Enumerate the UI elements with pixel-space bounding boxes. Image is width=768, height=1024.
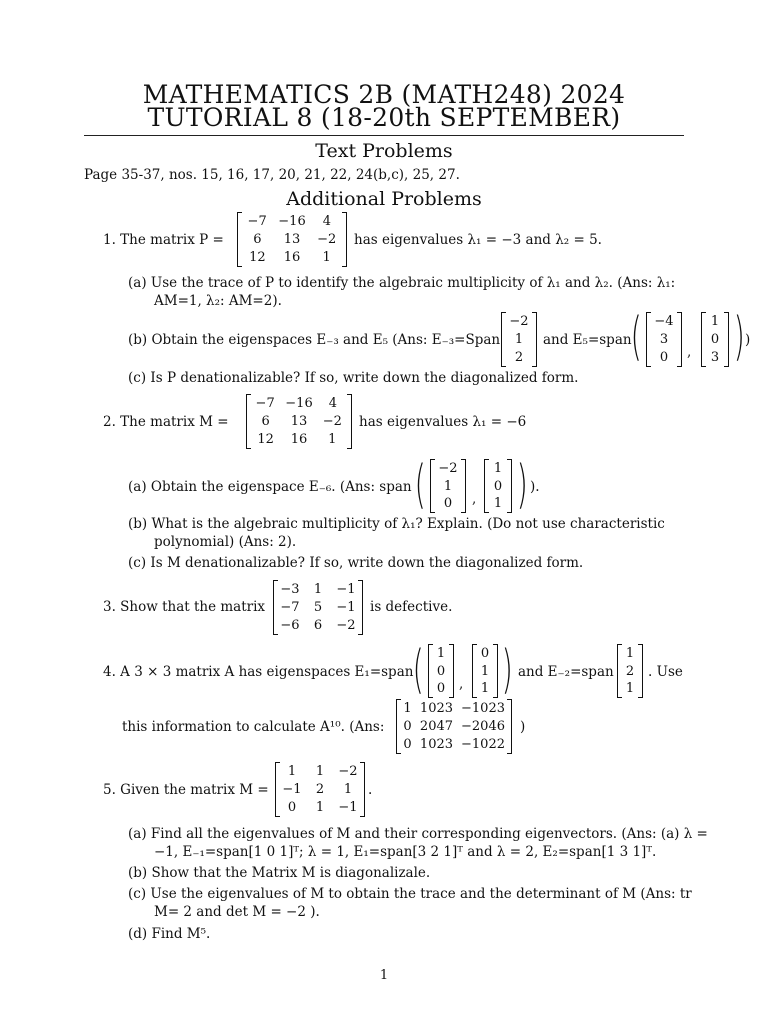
p1-b-pre: (b) Obtain the eigenspaces E₋₃ and E₅ (Ans: E₋₃=Span xyxy=(128,332,501,348)
p4-vector-1: 1 0 0 xyxy=(428,644,454,698)
p1-b-end: ) xyxy=(745,332,751,348)
p5-after: . xyxy=(368,782,373,798)
p1-a-line2: AM=1, λ₂: AM=2). xyxy=(154,293,282,309)
p1-b-comma: , xyxy=(687,344,692,360)
p2-a-comma: , xyxy=(472,491,477,507)
p1-intro: 1. The matrix P = xyxy=(103,232,224,248)
p1-b-vector-2: −4 3 0 xyxy=(646,312,682,367)
p4-vector-2: 0 1 1 xyxy=(472,644,498,698)
p2-a-end: ). xyxy=(530,479,540,495)
p5-c-line1: (c) Use the eigenvalues of M to obtain the trace and the determinant of M (Ans: tr xyxy=(128,886,692,902)
p2-matrix: −7 −16 4 6 13 −2 12 16 1 xyxy=(246,394,352,449)
p2-intro: 2. The matrix M = xyxy=(103,414,229,430)
p5-a-line1: (a) Find all the eigenvalues of M and their corresponding eigenvectors. (Ans: (a) λ = xyxy=(128,826,708,842)
p3-matrix: −3 1 −1 −7 5 −1 −6 6 −2 xyxy=(273,580,363,635)
p4-ans-end: ) xyxy=(520,719,526,735)
p1-a-line1: (a) Use the trace of P to identify the algebraic multiplicity of λ₁ and λ₂. (Ans: λ₁: xyxy=(128,275,676,291)
p2-a-left-paren: ( xyxy=(414,455,426,515)
p1-b-left-paren: ( xyxy=(630,307,642,367)
p1-matrix: −7 −16 4 6 13 −2 12 16 1 xyxy=(237,212,347,267)
p4-mid: and E₋₂=span xyxy=(518,664,614,680)
p5-a-line2: −1, E₋₁=span[1 0 1]ᵀ; λ = 1, E₁=span[3 2 1]ᵀ and λ = 2, E₂=span[1 3 1]ᵀ. xyxy=(154,844,657,860)
p2-a-vector-1: −2 1 0 xyxy=(430,459,466,513)
p3-intro: 3. Show that the matrix xyxy=(103,599,266,615)
p5-b: (b) Show that the Matrix M is diagonalizale. xyxy=(128,865,431,881)
p2-c: (c) Is M denationalizable? If so, write down the diagonalized form. xyxy=(128,555,584,571)
p1-after: has eigenvalues λ₁ = −3 and λ₂ = 5. xyxy=(354,232,602,248)
p1-b-vector-3: 1 0 3 xyxy=(701,312,729,367)
p4-comma: , xyxy=(459,676,464,692)
p5-matrix: 1 1 −2 −1 2 1 0 1 −1 xyxy=(275,762,365,817)
title-line-1: MATHEMATICS 2B (MATH248) 2024 xyxy=(142,80,626,109)
p2-after: has eigenvalues λ₁ = −6 xyxy=(359,414,527,430)
text-problems-heading: Text Problems xyxy=(315,140,453,162)
p2-a-pre: (a) Obtain the eigenspace E₋₆. (Ans: span xyxy=(128,479,412,495)
p2-b-line2: polynomial) (Ans: 2). xyxy=(154,534,297,550)
p2-a-vector-2: 1 0 1 xyxy=(484,459,512,513)
p5-d: (d) Find M⁵. xyxy=(128,926,211,942)
text-problems-line: Page 35-37, nos. 15, 16, 17, 20, 21, 22, 24(b,c), 25, 27. xyxy=(84,167,460,183)
additional-problems-heading: Additional Problems xyxy=(286,188,482,210)
p2-a-right-paren: ) xyxy=(516,455,528,515)
p5-intro: 5. Given the matrix M = xyxy=(103,782,269,798)
p4-intro: 4. A 3 × 3 matrix A has eigenspaces E₁=span xyxy=(103,664,414,680)
p4-line2: this information to calculate A¹⁰. (Ans: xyxy=(122,719,385,735)
p1-b-vector-1: −2 1 2 xyxy=(501,312,537,367)
p4-end: . Use xyxy=(648,664,683,680)
p5-c-line2: M= 2 and det M = −2 ). xyxy=(154,904,320,920)
p1-b-right-paren: ) xyxy=(733,307,745,367)
title-line-2: TUTORIAL 8 (18-20th SEPTEMBER) xyxy=(147,103,621,132)
page-number: 1 xyxy=(379,968,389,983)
p4-right-paren: ) xyxy=(501,640,513,700)
p4-vector-3: 1 2 1 xyxy=(617,644,643,698)
p3-after: is defective. xyxy=(370,599,453,615)
p4-answer-matrix: 1 1023 −1023 0 2047 −2046 0 1023 −1022 xyxy=(396,699,512,754)
title-rule xyxy=(84,135,684,136)
p2-b-line1: (b) What is the algebraic multiplicity of λ₁? Explain. (Do not use characteristic xyxy=(128,516,665,532)
p1-c: (c) Is P denationalizable? If so, write down the diagonalized form. xyxy=(128,370,579,386)
p4-left-paren: ( xyxy=(412,640,424,700)
p1-b-mid: and E₅=span xyxy=(543,332,632,348)
